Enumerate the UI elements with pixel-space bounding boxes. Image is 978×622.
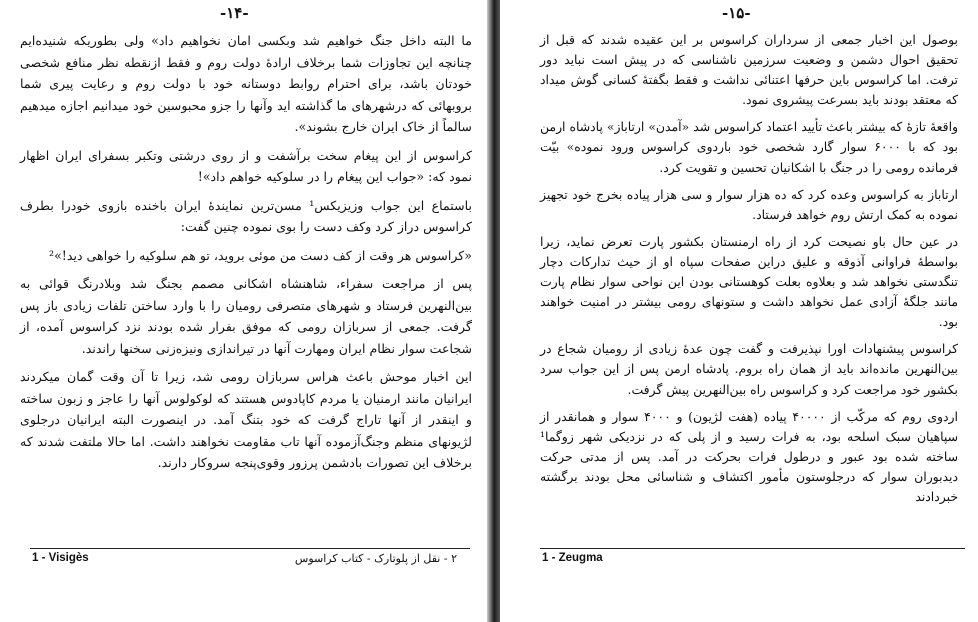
paragraph: این اخبار موحش باعث هراس سربازان رومی شد، زیرا تا آن وقت گمان میکردند ایرانیان مانند ارمنیان یا مردم کاپادوس هستند که لوکولوس آنها را عاجز و زبون ساخته و اینقدر از آنها تاراج گرفت که خود بتنگ آمد. در اینصورت البته ایرانیان درجلوی لژیونهای منظم وجنگ‌آزموده آنها تاب مقاومت نخواهند داشت. اما حالا ملتفت شدند که برخلاف این تصورات بادشمن پرزور وقوی‌پنجه سروکار دارند. xyxy=(20,369,472,470)
paragraph: کراسوس از این پیغام سخت برآشفت و از روی درشتی وتکبر بسفرای ایران اظهار نمود که: «جواب این پیغام را در سلوکیه خواهم داد»! xyxy=(20,147,472,184)
left-page xyxy=(0,0,487,622)
paragraph: کراسوس پیشنهادات اورا نپذیرفت و گفت چون عدهٔ زیادی از رومیان شجاع در بین‌النهرین مانده‌اند باید از همان راه بروم. پادشاه ارمن پس از این جواب سرد بکشور خود مراجعت کرد و کراسوس راه بین‌النهرین پیش گرفت. xyxy=(540,341,958,397)
paragraph: ارتاباز به کراسوس وعده کرد که ده هزار سوار و سی هزار پیاده بخرج خود تجهیز نموده به کمک ارتش روم خواهد فرستاد. xyxy=(540,186,958,222)
book-spine xyxy=(487,0,500,622)
page-number: -۱۵- xyxy=(722,4,751,22)
footnote-persian: ۲ - نقل از پلوتارک - کتاب کراسوس xyxy=(294,552,457,565)
right-page-body xyxy=(540,30,958,514)
page-number: -۱۴- xyxy=(220,4,249,22)
paragraph: ما البته داخل جنگ خواهیم شد وبکسی امان نخواهیم داد» ولی بطوریکه شنیده‌ایم چنانچه این تجاوزات شما برخلاف ارادهٔ دولت روم و فقط ازنقطه نظر منافع شخصی خودتان باشد، برای احترام روابط دوستانه خود با دولت روم و رعایت پیری شما بروبهائی که درشهرهای ما گذاشته اید وآنها را جزو محبوسین خود میدانیم اجازه میدهیم سالماً از خاک ایران خارج بشوند». xyxy=(20,33,472,134)
footnote-divider xyxy=(540,548,965,549)
right-page xyxy=(500,0,978,622)
footnote-latin: 1 - Visigès xyxy=(32,552,89,564)
paragraph: پس از مراجعت سفراء، شاهنشاه اشکانی مصمم بجنگ شد وبلادرنگ قوائی به بین‌النهرین فرستاد و شهرهای متصرفی رومیان را با وارد ساختن تلفات زیادی باز پس گرفت. جمعی از سربازان رومی که موفق بفرار شده بودند نزد کراسوس آمده، از شجاعت سوار نظام ایران ومهارت آنها در تیراندازی ونیزه‌زنی سخنها راندند. xyxy=(20,276,472,356)
paragraph: باستماع این جواب وزیزیکس¹ مسن‌ترین نمایندهٔ ایران باخنده بازوی خودرا بطرف کراسوس دراز کرد وکف دست را بوی نموده چنین گفت: xyxy=(20,197,472,234)
paragraph: واقعهٔ تازهٔ که بیشتر باعث تأیید اعتماد کراسوس شد «آمدن» ارتاباز» پادشاه ارمن بود که با ۶۰۰۰ سوار گارد شخصی خود باردوی کراسوس ورود نموده» بیّت فرمانده رومی را در جنگ با اشکانیان تحسین و تقویت کرد. xyxy=(540,119,958,175)
footnote-divider xyxy=(30,548,470,549)
paragraph: در عین حال باو نصیحت کرد از راه ارمنستان بکشور پارت تعرض نماید، زیرا بواسطهٔ فراوانی آذوقه و علیق دراین صفحات سپاه او از حیث تدارکات دچار تنگدستی نخواهد شد و بعلاوه بعلت کوهستانی بودن این نواحی سوار نظام پارت مانند جلگهٔ آزادی عمل نخواهد داشت و ستونهای رومی بیشتر در امنیت خواهند بود. xyxy=(540,233,958,330)
paragraph: بوصول این اخبار جمعی از سرداران کراسوس بر این عقیده شدند که قبل از تحقیق احوال دشمن و وضعیت سرزمین ناشناسی که در پیش است نباید دور ترفت. اما کراسوس باین حرفها اعتنائی نداشت و فقط بگفتهٔ کسانی گوش میداد که معتقد بودند باید بسرعت پیشروی نمود. xyxy=(540,32,958,108)
paragraph: اردوی روم که مرکّب از ۴۰۰۰۰ پیاده (هفت لژیون) و ۴۰۰۰ سوار و همانقدر از سپاهیان سبک اسلحه بود، به فرات رسید و از پلی که در نزدیکی شهر زوگما¹ ساخته شده بود عبور و درطول فرات بحرکت در آمد. پس از مدتی حرکت دیدبوران سوار که درجلوستون مأمور اکتشاف و شناسائی محل بودند برگشته خبردادند xyxy=(540,408,958,504)
footnote-latin: 1 - Zeugma xyxy=(542,552,603,564)
left-page-body xyxy=(20,30,472,481)
paragraph: «کراسوس هر وقت از کف دست من موئی بروید، تو هم سلوکیه را خواهی دید!»² xyxy=(49,247,472,263)
